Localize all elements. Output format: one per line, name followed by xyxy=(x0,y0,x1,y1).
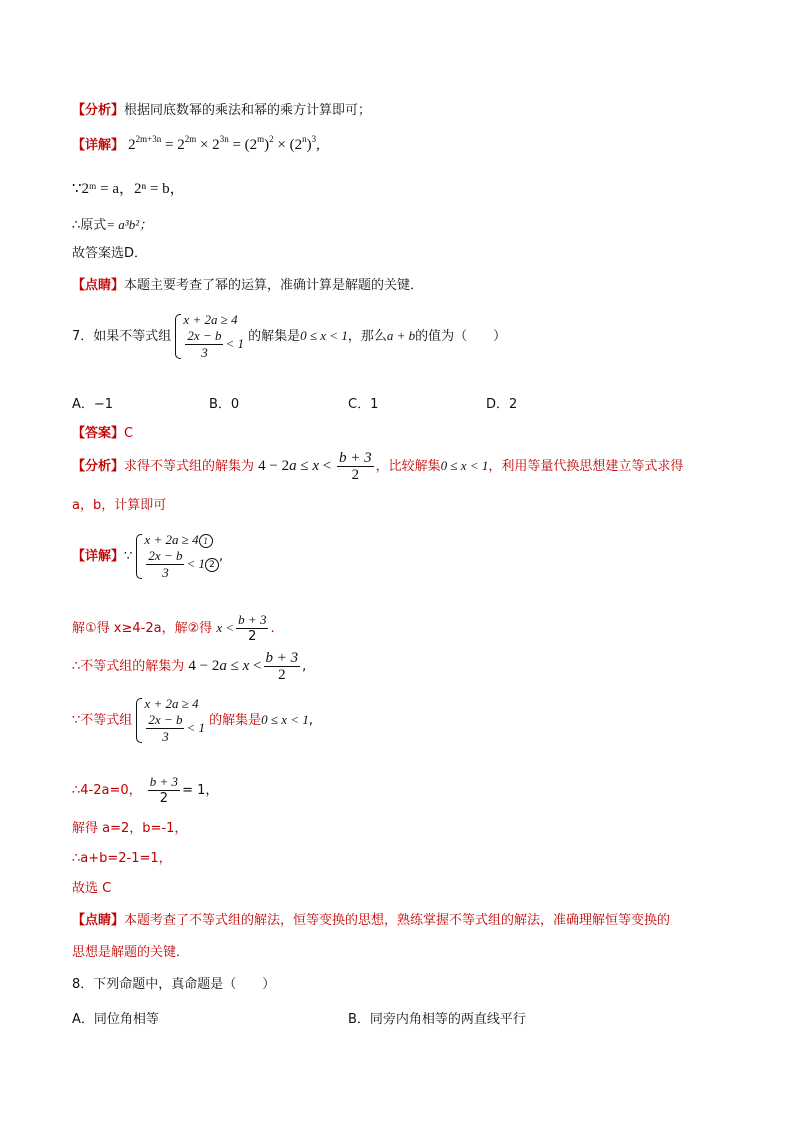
q8-stem: 8．下列命题中，真命题是（ ） xyxy=(72,977,276,992)
inequality-system-numbered: x + 2a ≥ 4 1 $\frac{2x - b}{3}$ < 1 2 xyxy=(136,532,219,581)
q7-step4: ∴4-2a=0， $\frac{b + 3}{2}$ = 1， xyxy=(72,774,219,806)
q7-step3: ∵不等式组 x + 2a ≥ 4 $\frac{2x - b}{3}$ < 1 的解集是0 ≤ x < 1, xyxy=(72,696,313,744)
q7-step7: 故选 C xyxy=(72,881,112,896)
p6-analysis xyxy=(72,102,371,120)
q7-answer: 【答案】C xyxy=(72,426,134,441)
q7-option-a: A．−1 xyxy=(72,397,114,412)
q7-option-d: D．2 xyxy=(486,397,518,412)
p6-detail xyxy=(72,136,320,155)
q7-analysis-line2: a，b，计算即可 xyxy=(72,498,167,513)
q7-detail: 【详解】∵ x + 2a ≥ 4 1 $\frac{2x - b}{3}$ < 1 2 , xyxy=(72,532,224,581)
p6-result: ∴原式= a³b²； xyxy=(72,217,153,233)
analysis-tag: 【分析】 xyxy=(72,103,125,118)
q7-option-c: C．1 xyxy=(348,397,379,412)
q7-analysis: 【分析】求得不等式组的解集为 4 − 2a ≤ x < $\frac{b + 3}{2}$ ，比较解集0 ≤ x < 1，利用等量代换思想建立等式求得 xyxy=(72,450,684,483)
q8-option-a: A．同位角相等 xyxy=(72,1012,159,1027)
q7-comment: 【点睛】本题考查了不等式组的解法，恒等变换的思想，熟练掌握不等式组的解法，准确理解恒等变换的 xyxy=(72,913,671,928)
analysis-text: 根据同底数幂的乘法和幂的乘方计算即可； xyxy=(124,103,372,118)
q7-step6: ∴a+b=2-1=1， xyxy=(72,851,172,866)
p6-given: ∵2ᵐ = a，2ⁿ = b， xyxy=(72,181,185,197)
detail-tag: 【详解】 xyxy=(72,138,125,153)
q7-comment-line2: 思想是解题的关键． xyxy=(72,945,190,960)
q8-option-b: B．同旁内角相等的两直线平行 xyxy=(348,1012,526,1027)
inequality-system: x + 2a ≥ 4 $\frac{2x - b}{3}$ < 1 xyxy=(175,312,244,361)
q7-step1: 解①得 x≥4-2a，解②得 x < $\frac{b + 3}{2}$ . xyxy=(72,612,275,644)
power-expression: $2^{2m+3n} = 2^{2m} \times 2^{3n} = (2^m)^2 \times (2^n)^3$, xyxy=(128,134,320,153)
p6-conclusion: 故答案选D． xyxy=(72,246,148,261)
q7-stem: 7．如果不等式组 x + 2a ≥ 4 $\frac{2x - b}{3}$ < 1 的解集是0 ≤ x < 1，那么a + b的值为（ ） xyxy=(72,312,507,360)
q7-step5: 解得 a=2，b=-1， xyxy=(72,821,188,836)
p6-comment: 【点睛】本题主要考查了幂的运算，准确计算是解题的关键． xyxy=(72,278,424,293)
q7-option-b: B．0 xyxy=(209,397,240,412)
q7-step2: ∴不等式组的解集为 4 − 2a ≤ x < $\frac{b + 3}{2}$ , xyxy=(72,650,307,683)
